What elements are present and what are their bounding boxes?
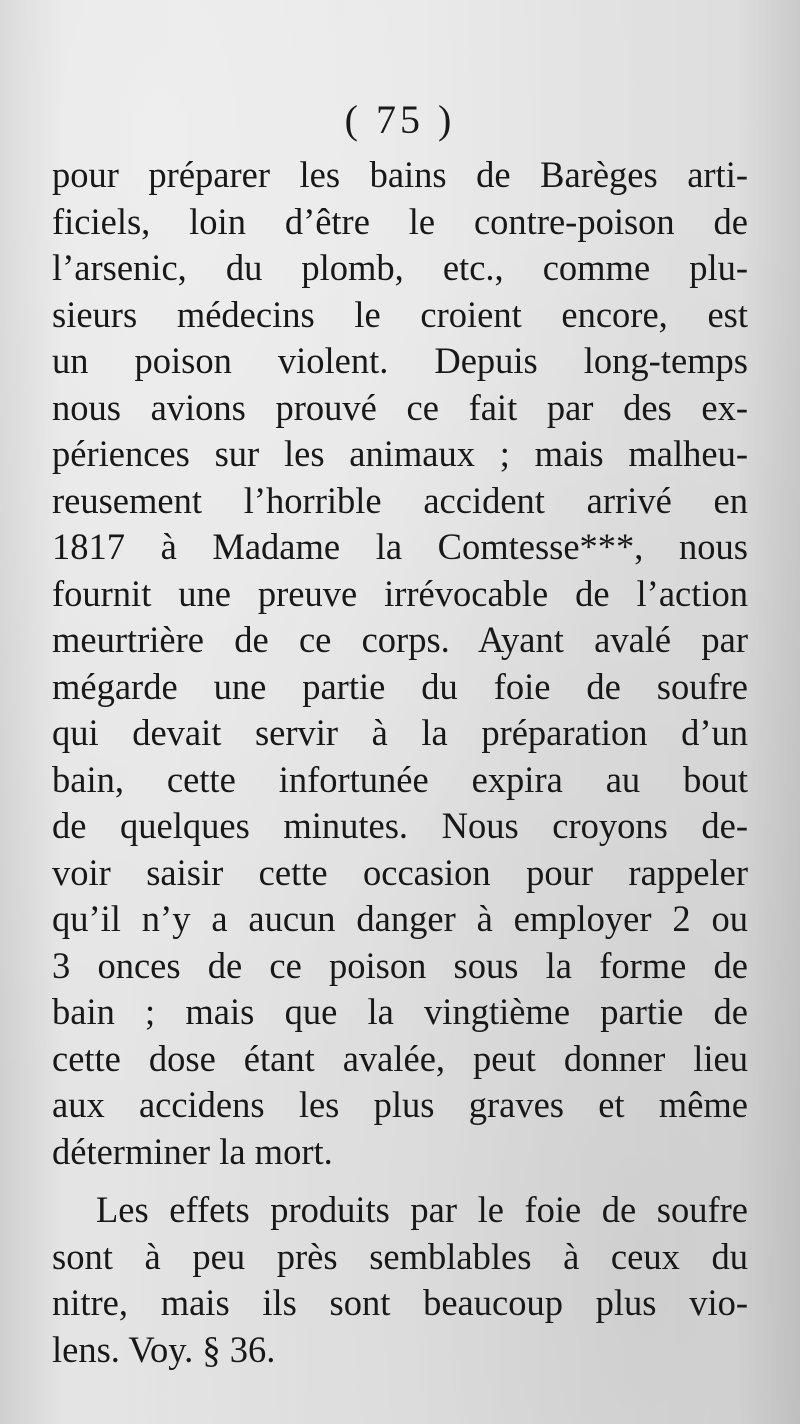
text-line: lens. Voy. § 36. xyxy=(52,1328,276,1370)
text-line: bain, cette infortunée expira au bout xyxy=(52,758,748,800)
text-line: pour préparer les bains de Barèges arti- xyxy=(52,154,748,195)
page-number: ( 75 ) xyxy=(344,97,456,142)
text-line: qu’il n’y a aucun danger à employer 2 ou xyxy=(52,898,748,939)
paragraph-1 xyxy=(52,152,748,1175)
text-line: un poison violent. Depuis long-temps xyxy=(52,340,748,381)
text-line: qui devait servir à la préparation d’un xyxy=(52,712,748,753)
text-line: nitre, mais ils sont beaucoup plus vio- xyxy=(52,1282,748,1323)
text-line: fournit une preuve irrévocable de l’action xyxy=(52,572,748,614)
text-line: reusement l’horrible accident arrivé en xyxy=(52,479,748,521)
text-line: l’arsenic, du plomb, etc., comme plu- xyxy=(52,247,748,288)
text-line: cette dose étant avalée, peut donner lieu xyxy=(52,1037,748,1079)
paragraph-gap xyxy=(52,1175,748,1187)
text-line: voir saisir cette occasion pour rappeler xyxy=(52,851,748,893)
paragraph-2 xyxy=(52,1187,748,1373)
text-line: mégarde une partie du foie de soufre xyxy=(52,665,748,707)
text-line: déterminer la mort. xyxy=(52,1130,333,1172)
text-line: de quelques minutes. Nous croyons de- xyxy=(52,805,748,846)
text-line: périences sur les animaux ; mais malheu- xyxy=(52,433,748,474)
text-line: Les effets produits par le foie de soufre xyxy=(96,1189,748,1230)
text-line: 3 onces de ce poison sous la forme de xyxy=(52,944,748,986)
text-line: bain ; mais que la vingtième partie de xyxy=(52,991,748,1032)
text-line: meurtrière de ce corps. Ayant avalé par xyxy=(52,619,748,660)
text-line: sieurs médecins le croient encore, est xyxy=(52,293,748,335)
body-text xyxy=(52,152,748,1373)
text-line: ficiels, loin d’être le contre-poison de xyxy=(52,200,748,242)
text-line: aux accidens les plus graves et même xyxy=(52,1084,748,1125)
text-line: 1817 à Madame la Comtesse***, nous xyxy=(52,526,748,567)
text-line: nous avions prouvé ce fait par des ex- xyxy=(52,386,748,428)
text-line: sont à peu près semblables à ceux du xyxy=(52,1235,748,1277)
